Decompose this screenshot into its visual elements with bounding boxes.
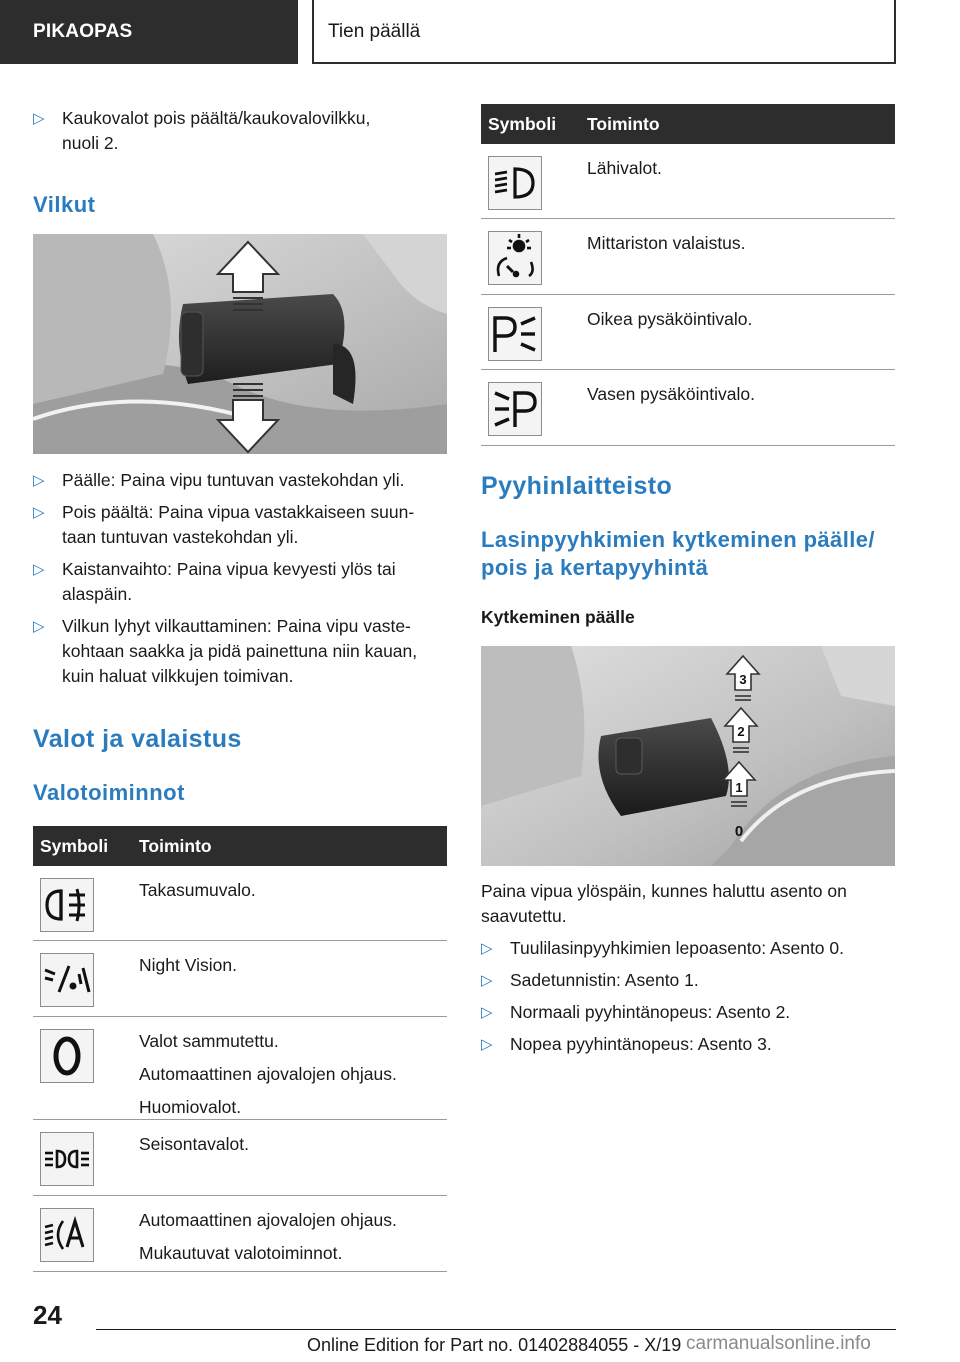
row-text: Vasen pysäköintivalo. [587,384,755,404]
bullet-text: Vilkun lyhyt vilkauttaminen: Paina vipu vaste- [62,616,411,636]
bullet-triangle-icon: ▷ [33,561,45,578]
bullet-text: Nopea pyyhintänopeus: Asento 3. [510,1034,772,1054]
left-parking-light-icon [488,382,542,436]
subheading-line: Lasinpyyhkimien kytkeminen päälle/ [481,527,875,552]
paragraph-line: Paina vipua ylöspäin, kunnes haluttu asento on [481,881,847,901]
lights-off-zero-icon [40,1029,94,1083]
light-functions-table [33,826,447,1272]
bullet-text: Kaukovalot pois päältä/kaukovalovilkku, [62,108,371,128]
row-text: Seisontavalot. [139,1134,249,1154]
bullet-triangle-icon: ▷ [481,1036,493,1053]
subheading-lasinpyyhkimet [481,526,875,582]
table-row [33,1120,447,1196]
list-item [481,1000,895,1025]
subheading-line: pois ja kertapyyhintä [481,555,709,580]
table-row [481,219,895,295]
row-description [587,307,752,340]
parking-lights-icon [40,1132,94,1186]
table-row [481,144,895,219]
subheading-valotoiminnot: Valotoiminnot [33,780,185,805]
table-header [33,826,447,866]
wiper-position-label: 3 [739,672,747,687]
row-description [587,156,662,189]
page-number: 24 [33,1300,62,1330]
bullet-text: Tuulilasinpyyhkimien lepoasento: Asento 0. [510,938,844,958]
row-text: Automaattinen ajovalojen ohjaus. [139,1064,397,1084]
wiper-stalk-photo [481,646,895,866]
table-header [481,104,895,144]
bullet-text: alaspäin. [62,584,133,604]
list-item [33,106,447,156]
bullet-triangle-icon: ▷ [481,972,493,989]
footer-watermark: carmanualsonline.info [686,1333,871,1354]
bullet-text: Pois päältä: Paina vipua vastakkaiseen suun- [62,502,415,522]
column-header-symbol: Symboli [40,836,109,856]
row-description [139,1132,249,1165]
row-text: Mittariston valaistus. [587,233,746,253]
row-description [139,878,256,911]
auto-headlight-icon [40,1208,94,1262]
bullet-triangle-icon: ▷ [33,504,45,521]
row-description [139,1029,397,1128]
bullet-triangle-icon: ▷ [481,940,493,957]
column-header-function: Toiminto [587,114,660,134]
bullet-text: Päälle: Paina vipu tuntuvan vastekohdan yli. [62,470,405,490]
list-item [33,468,447,493]
table-row [33,1196,447,1272]
turn-signal-stalk-illustration [33,234,447,454]
wiper-position-label: 0 [734,823,744,840]
row-text: Automaattinen ajovalojen ohjaus. [139,1210,397,1230]
wiper-position-label: 1 [735,780,743,795]
rear-fog-light-icon [40,878,94,932]
row-description [587,382,755,415]
row-text: Mukautuvat valotoiminnot. [139,1243,343,1263]
list-item [33,500,447,550]
section-heading-valot: Valot ja valaistus [33,725,242,753]
row-description [587,231,746,264]
list-item [33,614,447,689]
section-heading-vilkut: Vilkut [33,192,96,217]
right-parking-light-icon [488,307,542,361]
row-description [139,953,237,986]
section-tab: PIKAOPAS [0,0,298,64]
turn-signal-stalk-photo [33,234,447,454]
paragraph-line: saavutettu. [481,906,567,926]
bullet-text: Sadetunnistin: Asento 1. [510,970,699,990]
list-item [481,936,895,961]
wiper-stalk-illustration [481,646,895,866]
table-row [481,370,895,446]
row-text: Night Vision. [139,955,237,975]
row-text: Lähivalot. [587,158,662,178]
row-text: Takasumuvalo. [139,880,256,900]
light-functions-table-continued [481,104,895,446]
instruction-paragraph [481,879,895,929]
column-header-function: Toiminto [139,836,212,856]
row-text: Huomiovalot. [139,1097,242,1117]
bullet-triangle-icon: ▷ [33,618,45,635]
minor-heading-kytkeminen: Kytkeminen päälle [481,607,635,627]
night-vision-icon [40,953,94,1007]
bullet-triangle-icon: ▷ [481,1004,493,1021]
list-item [481,1032,895,1057]
low-beam-icon [488,156,542,210]
bullet-text: kuin haluat vilkkujen toimivan. [62,666,294,686]
column-header-symbol: Symboli [488,114,557,134]
footer-edition: Online Edition for Part no. 01402884055 - X/19 [307,1335,682,1355]
row-description [139,1208,397,1274]
wiper-position-label: 2 [737,724,745,739]
bullet-text: nuoli 2. [62,133,119,153]
instrument-lighting-icon [488,231,542,285]
list-item [481,968,895,993]
bullet-text: Normaali pyyhintänopeus: Asento 2. [510,1002,791,1022]
list-item [33,557,447,607]
footer-divider [96,1329,896,1330]
bullet-triangle-icon: ▷ [33,472,45,489]
bullet-triangle-icon: ▷ [33,110,45,127]
row-text: Oikea pysäköintivalo. [587,309,753,329]
row-text: Valot sammutettu. [139,1031,279,1051]
table-row [33,941,447,1017]
table-row [481,295,895,370]
chapter-title: Tien päällä [312,0,896,64]
bullet-text: Kaistanvaihto: Paina vipua kevyesti ylös tai [62,559,396,579]
bullet-text: taan tuntuvan vastekohdan yli. [62,527,299,547]
bullet-text: kohtaan saakka ja pidä painettuna niin kauan, [62,641,418,661]
table-row [33,1017,447,1120]
table-row [33,866,447,941]
section-heading-pyyhin: Pyyhinlaitteisto [481,472,673,500]
